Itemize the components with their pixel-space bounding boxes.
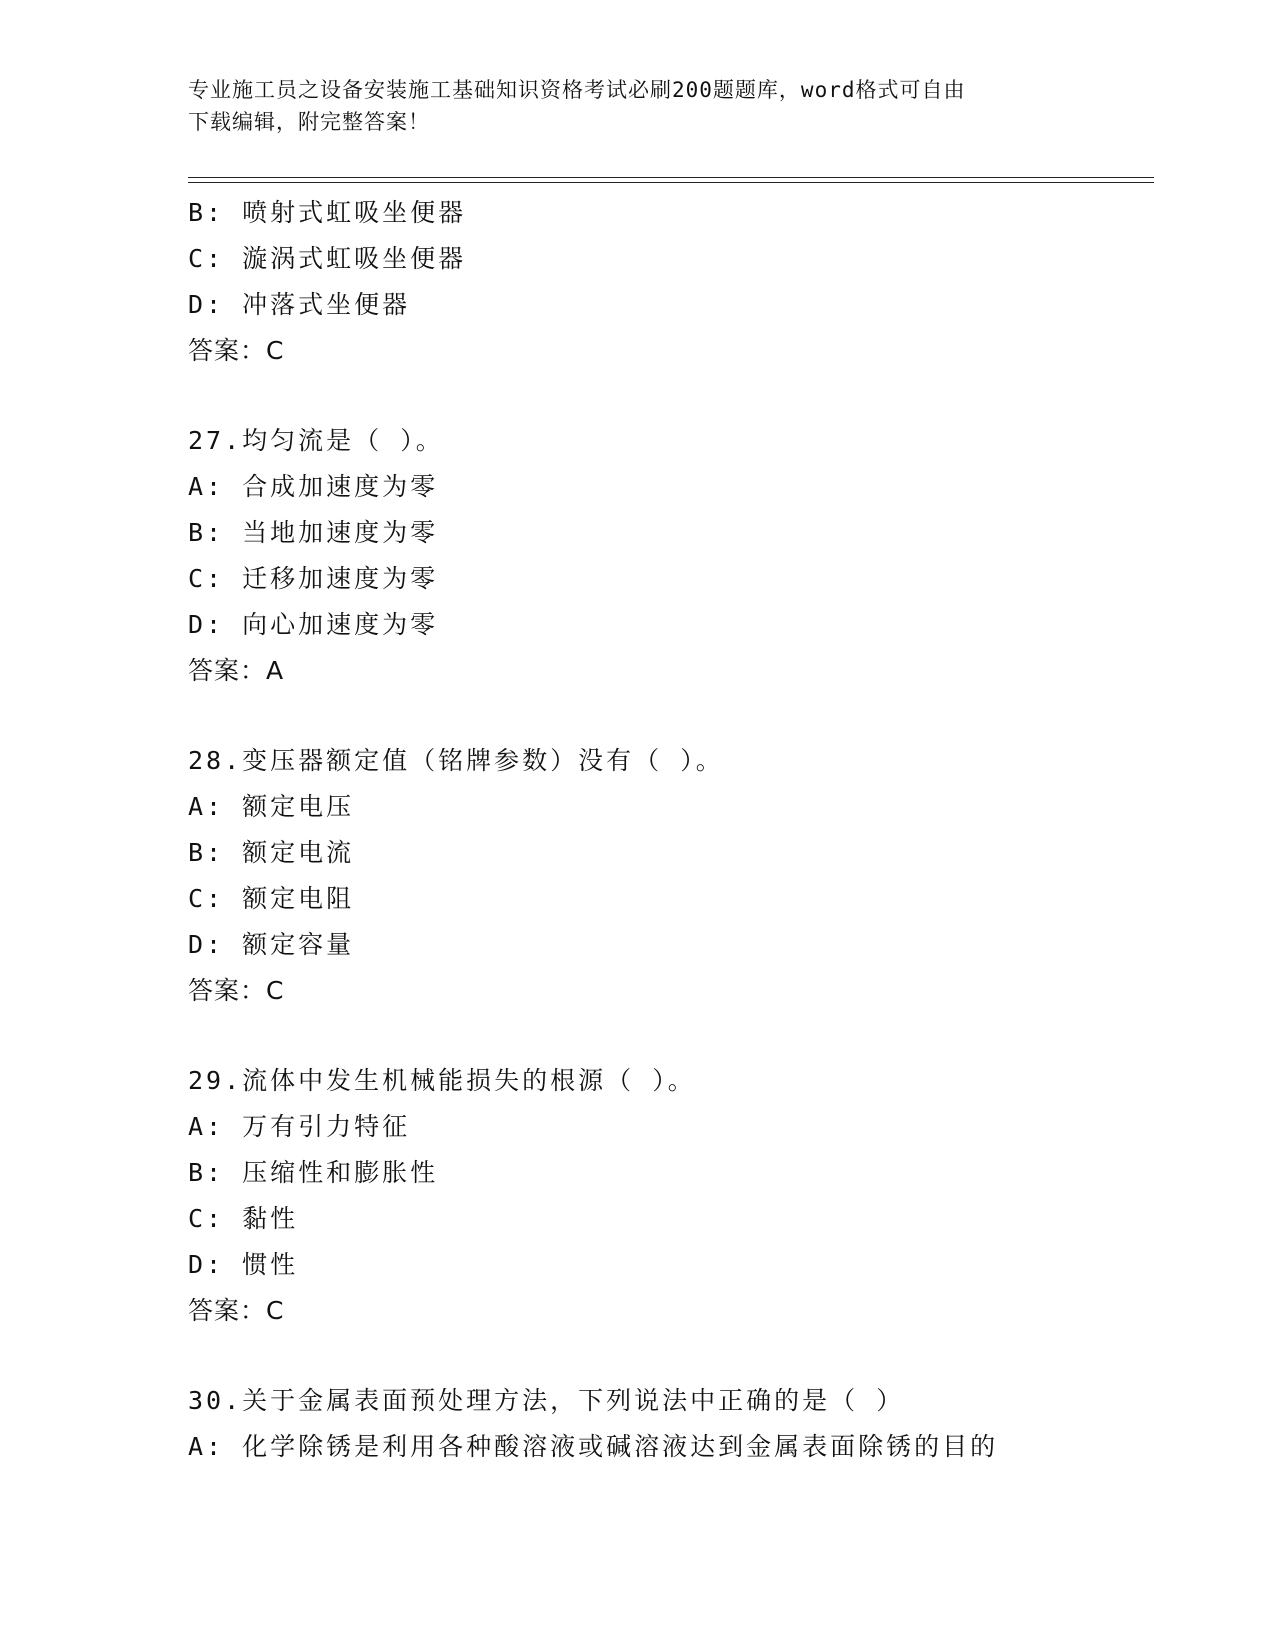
question-30	[188, 1378, 1168, 1470]
header-divider-top	[188, 177, 1154, 178]
spacer	[188, 1334, 1168, 1378]
question-stem: 30.关于金属表面预处理方法，下列说法中正确的是（ ）	[188, 1386, 905, 1415]
option-d: D: 冲落式坐便器	[188, 290, 411, 319]
answer-line: 答案：A	[188, 656, 285, 685]
spacer	[188, 374, 1168, 418]
option-d: D: 向心加速度为零	[188, 610, 439, 639]
option-a: A: 合成加速度为零	[188, 472, 439, 501]
option-a: A: 额定电压	[188, 792, 355, 821]
header-title-line-2: 下载编辑，附完整答案！	[188, 110, 430, 134]
question-26-continued	[188, 190, 1168, 374]
question-stem: 28.变压器额定值（铭牌参数）没有（ ）。	[188, 746, 724, 775]
option-b: B: 喷射式虹吸坐便器	[188, 198, 467, 227]
option-b: B: 额定电流	[188, 838, 355, 867]
option-a: A: 化学除锈是利用各种酸溶液或碱溶液达到金属表面除锈的目的	[188, 1432, 999, 1461]
spacer	[188, 1014, 1168, 1058]
answer-line: 答案：C	[188, 976, 285, 1005]
option-d: D: 额定容量	[188, 930, 355, 959]
document-header	[188, 74, 1068, 138]
question-28	[188, 738, 1168, 1014]
option-c: C: 漩涡式虹吸坐便器	[188, 244, 467, 273]
option-a: A: 万有引力特征	[188, 1112, 411, 1141]
option-c: C: 额定电阻	[188, 884, 355, 913]
question-27	[188, 418, 1168, 694]
spacer	[188, 694, 1168, 738]
header-divider-bottom	[188, 182, 1154, 183]
option-b: B: 当地加速度为零	[188, 518, 439, 547]
option-d: D: 惯性	[188, 1250, 299, 1279]
header-title-line-1: 专业施工员之设备安装施工基础知识资格考试必刷200题题库，word格式可自由	[188, 78, 966, 102]
answer-line: 答案：C	[188, 1296, 285, 1325]
question-list	[188, 190, 1168, 1470]
question-stem: 27.均匀流是（ ）。	[188, 426, 444, 455]
question-stem: 29.流体中发生机械能损失的根源（ ）。	[188, 1066, 696, 1095]
option-c: C: 迁移加速度为零	[188, 564, 439, 593]
answer-line: 答案：C	[188, 336, 285, 365]
option-c: C: 黏性	[188, 1204, 299, 1233]
option-b: B: 压缩性和膨胀性	[188, 1158, 439, 1187]
question-29	[188, 1058, 1168, 1334]
